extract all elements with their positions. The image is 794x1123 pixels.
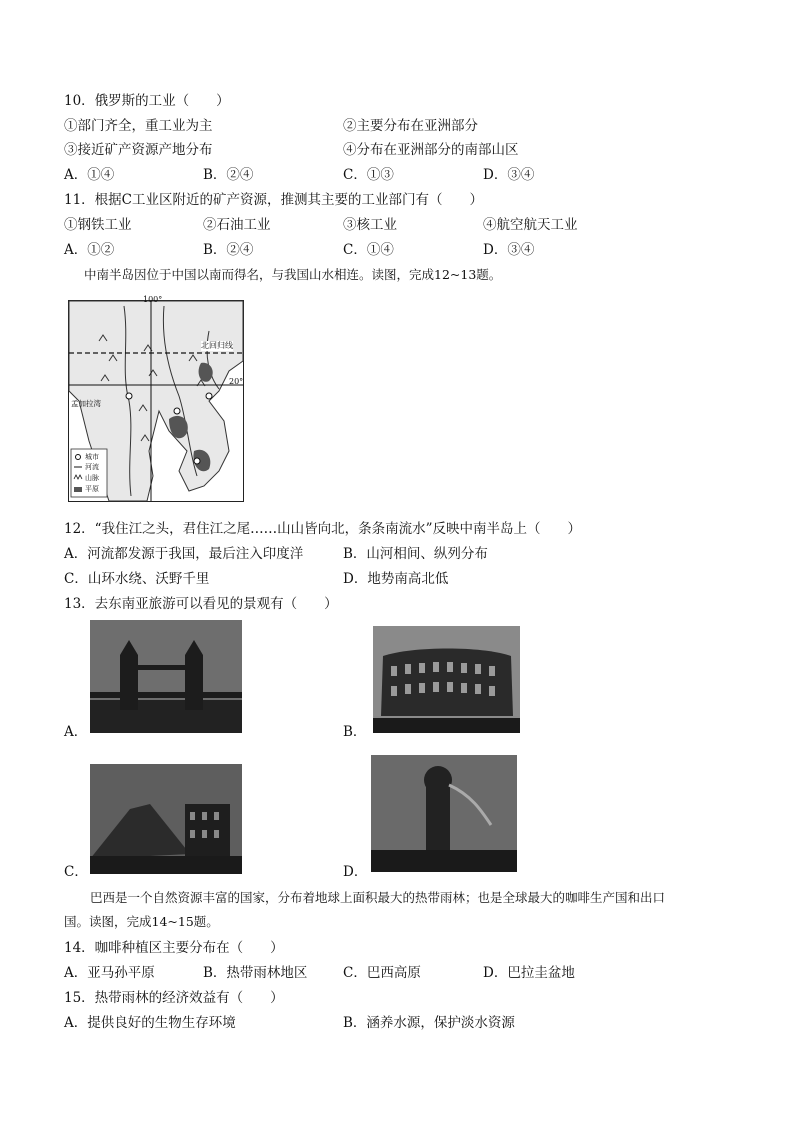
question-11-statement-1: ①钢铁工业 <box>64 217 132 233</box>
question-12-option-a[interactable]: A．河流都发源于我国，最后注入印度洋 <box>64 546 304 562</box>
question-11-statement-4: ④航空航天工业 <box>483 217 578 233</box>
map-tropic-label: 北回归线 <box>201 341 233 350</box>
question-12-stem: 12．“我住江之头，君住江之尾……山山皆向北，条条南流水”反映中南半岛上（ ） <box>64 521 581 537</box>
question-12-option-d[interactable]: D．地势南高北低 <box>343 571 449 587</box>
intro-indochina: 中南半岛因位于中国以南而得名，与我国山水相连。读图，完成12~13题。 <box>84 267 502 282</box>
question-12-option-c[interactable]: C．山环水绕、沃野千里 <box>64 571 210 587</box>
question-10-option-b[interactable]: B．②④ <box>203 167 254 183</box>
photo-tower-bridge <box>90 620 242 733</box>
question-11-option-d[interactable]: D．③④ <box>483 242 535 258</box>
question-13-stem: 13．去东南亚旅游可以看见的景观有（ ） <box>64 596 338 612</box>
legend-mountain: 山脉 <box>85 474 99 482</box>
legend-city: 城市 <box>85 453 99 461</box>
map-latitude-label: 20° <box>229 377 244 386</box>
question-11-statement-3: ③核工业 <box>343 217 397 233</box>
question-10-option-c[interactable]: C．①③ <box>343 167 394 183</box>
question-11-option-b[interactable]: B．②④ <box>203 242 254 258</box>
indochina-map <box>68 295 244 502</box>
legend-river: 河流 <box>85 463 99 471</box>
question-13-option-b[interactable]: B． <box>343 724 367 740</box>
question-11-statement-2: ②石油工业 <box>203 217 271 233</box>
question-13-option-c[interactable]: C． <box>64 864 88 880</box>
question-14-stem: 14．咖啡种植区主要分布在（ ） <box>64 940 284 956</box>
question-14-option-b[interactable]: B．热带雨林地区 <box>203 965 308 981</box>
question-10-statement-3: ③接近矿产资源产地分布 <box>64 142 213 158</box>
question-10-statement-4: ④分布在亚洲部分的南部山区 <box>343 142 519 158</box>
legend-plain: 平原 <box>85 485 99 493</box>
question-15-option-a[interactable]: A．提供良好的生物生存环境 <box>64 1015 236 1031</box>
question-15-option-b[interactable]: B．涵养水源，保护淡水资源 <box>343 1015 515 1031</box>
map-bay-label: 孟加拉湾 <box>71 399 101 408</box>
intro-brazil-line-1: 巴西是一个自然资源丰富的国家，分布着地球上面积最大的热带雨林；也是全球最大的咖啡生产国和出口 <box>90 890 666 905</box>
question-14-option-a[interactable]: A．亚马孙平原 <box>64 965 155 981</box>
question-13-option-d[interactable]: D． <box>343 864 368 880</box>
question-12-option-b[interactable]: B．山河相间、纵列分布 <box>343 546 488 562</box>
question-10-option-a[interactable]: A．①④ <box>64 167 115 183</box>
question-11-option-a[interactable]: A．①② <box>64 242 115 258</box>
question-10-statement-1: ①部门齐全，重工业为主 <box>64 118 213 134</box>
question-15-stem: 15．热带雨林的经济效益有（ ） <box>64 990 284 1006</box>
photo-volcano <box>90 764 242 874</box>
question-13-option-a[interactable]: A． <box>64 724 88 740</box>
photo-merlion <box>371 755 517 872</box>
question-11-option-c[interactable]: C．①④ <box>343 242 394 258</box>
question-14-option-d[interactable]: D．巴拉圭盆地 <box>483 965 575 981</box>
map-longitude-label: 100° <box>143 295 163 304</box>
photo-colosseum <box>373 626 520 733</box>
question-10-statement-2: ②主要分布在亚洲部分 <box>343 118 478 134</box>
question-10-option-d[interactable]: D．③④ <box>483 167 535 183</box>
question-11-stem: 11．根据C工业区附近的矿产资源，推测其主要的工业部门有（ ） <box>64 192 484 208</box>
intro-brazil-line-2: 国。读图，完成14~15题。 <box>64 914 219 929</box>
question-14-option-c[interactable]: C．巴西高原 <box>343 965 421 981</box>
question-10-stem: 10．俄罗斯的工业（ ） <box>64 93 230 109</box>
